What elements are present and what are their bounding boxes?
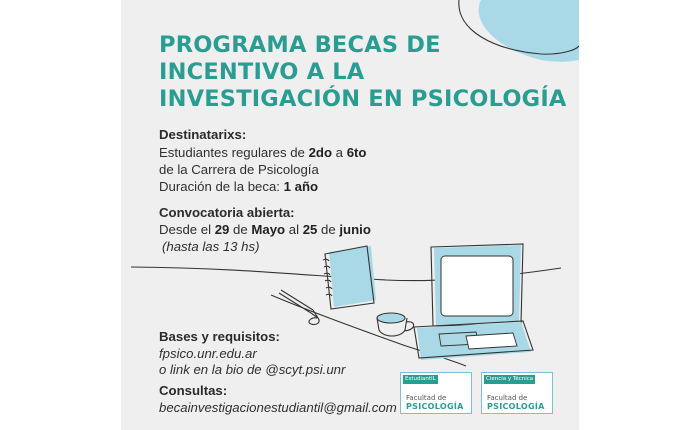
- destinatarios-line-1: Estudiantes regulares de 2do a 6to: [159, 145, 367, 160]
- consultas-heading: Consultas:: [159, 383, 228, 398]
- laptop-drawing: [414, 244, 533, 360]
- convocatoria-line-1: Desde el 29 de Mayo al 25 de junio: [159, 222, 371, 237]
- convocatoria-line-2: (hasta las 13 hs): [162, 239, 260, 254]
- pencil-drawing: [279, 290, 319, 325]
- cup-drawing: [377, 313, 414, 336]
- destinatarios-line-2: de la Carrera de Psicología: [159, 162, 319, 177]
- convocatoria-heading: Convocatoria abierta:: [159, 205, 295, 220]
- destinatarios-line-3: Duración de la beca: 1 año: [159, 179, 319, 194]
- bases-bio-note: o link en la bio de @scyt.psi.unr: [159, 362, 346, 377]
- logo-estudiantil: EstudiantIL Facultad de PSICOLOGÍA: [400, 372, 472, 414]
- bases-link: fpsico.unr.edu.ar: [159, 346, 257, 361]
- page-title: PROGRAMA BECAS DE INCENTIVO A LA INVESTIGACIÓN EN PSICOLOGÍA: [159, 32, 567, 112]
- bases-heading: Bases y requisitos:: [159, 329, 280, 344]
- consultas-email: becainvestigacionestudiantil@gmail.com: [159, 400, 397, 415]
- notebook-drawing: [323, 246, 376, 309]
- destinatarios-heading: Destinatarixs:: [159, 127, 247, 142]
- logo-ciencia-tecnica: Ciencia y Técnica Facultad de PSICOLOGÍA: [481, 372, 553, 414]
- poster: [121, 0, 579, 430]
